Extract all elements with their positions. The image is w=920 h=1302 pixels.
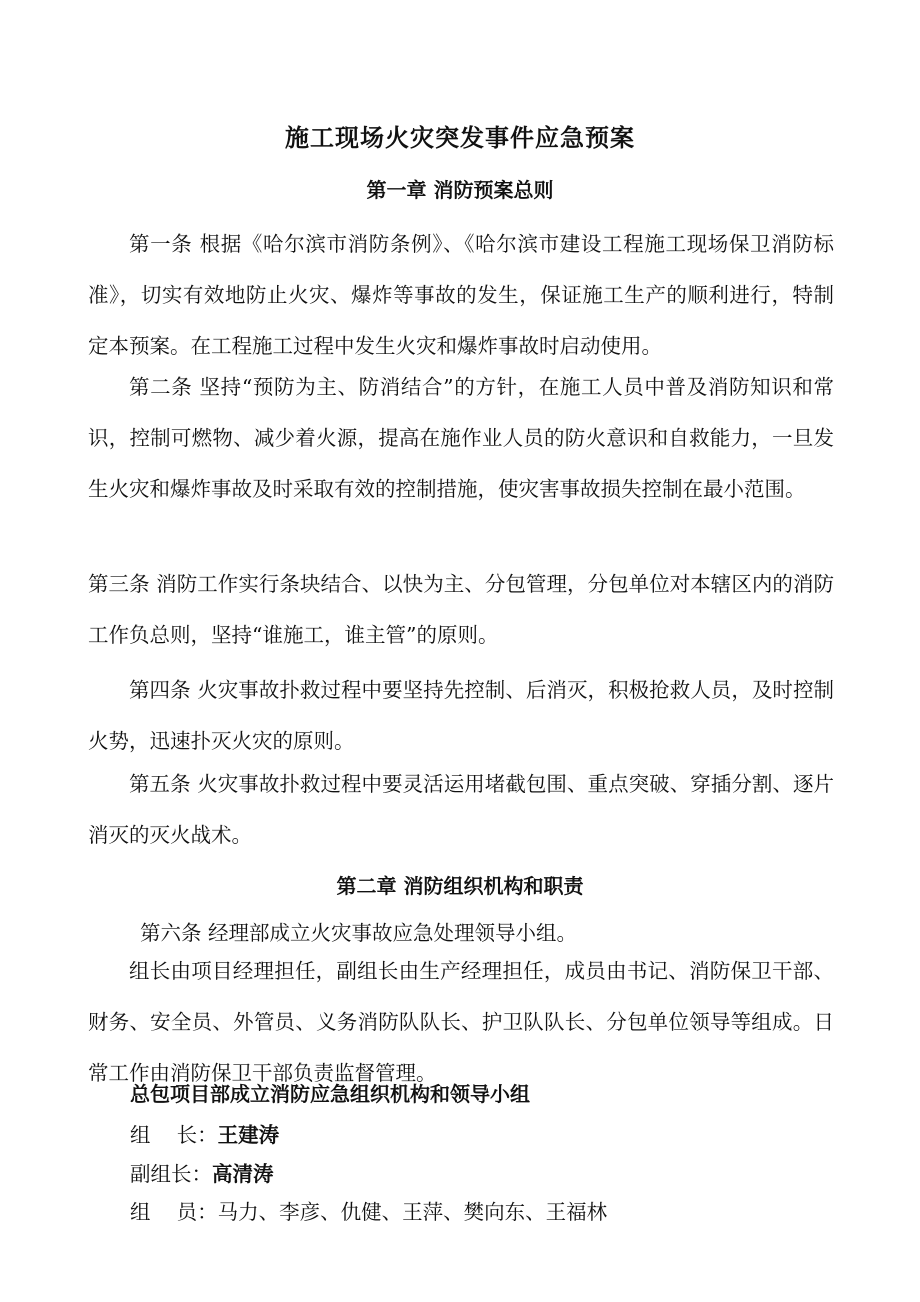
- leader-name: 王建涛: [217, 1123, 280, 1147]
- chapter-2-heading: 第二章 消防组织机构和职责: [336, 874, 584, 898]
- article-1: 第一条 根据《哈尔滨市消防条例》、《哈尔滨市建设工程施工现场保卫消防标准》，切实有效地防止火灾、爆炸等事故的发生，保证施工生产的顺利进行，特制定本预案。在工程施工过程中发生火灾和爆炸事故时启动使用。: [88, 232, 834, 358]
- members-names: 马力、李彦、仇健、王萍、樊向东、王福林: [217, 1200, 608, 1224]
- members-label: 组 员：: [130, 1200, 218, 1224]
- article-4: 第四条 火灾事故扑救过程中要坚持先控制、后消灭，积极抢救人员，及时控制火势，迅速扑灭火灾的原则。: [88, 678, 834, 753]
- members-row: [130, 1195, 607, 1225]
- deputy-name: 高清涛: [212, 1162, 274, 1186]
- leader-row: [130, 1118, 279, 1148]
- article-5: 第五条 火灾事故扑救过程中要灵活运用堵截包围、重点突破、穿插分割、逐片消灭的灭火战术。: [88, 772, 834, 847]
- deputy-row: [130, 1157, 274, 1187]
- article-3: 第三条 消防工作实行条块结合、以快为主、分包管理，分包单位对本辖区内的消防工作负总则，坚持“谁施工，谁主管”的原则。: [88, 572, 834, 647]
- leader-label: 组 长：: [130, 1123, 218, 1147]
- chapter-1-heading: 第一章 消防预案总则: [366, 178, 554, 202]
- deputy-label: 副组长：: [130, 1162, 212, 1186]
- group-description: 组长由项目经理担任，副组长由生产经理担任，成员由书记、消防保卫干部、财务、安全员、外管员、义务消防队队长、护卫队队长、分包单位领导等组成。日常工作由消防保卫干部负责监督管理。: [88, 959, 834, 1085]
- org-heading: 总包项目部成立消防应急组织机构和领导小组: [130, 1082, 530, 1106]
- article-2: 第二条 坚持“预防为主、防消结合”的方针，在施工人员中普及消防知识和常识，控制可燃物、减少着火源，提高在施作业人员的防火意识和自救能力，一旦发生火灾和爆炸事故及时采取有效的控制措施，使灾害事故损失控制在最小范围。: [88, 375, 834, 501]
- article-6: 第六条 经理部成立火灾事故应急处理领导小组。: [140, 921, 578, 945]
- document-title: 施工现场火灾突发事件应急预案: [285, 124, 635, 152]
